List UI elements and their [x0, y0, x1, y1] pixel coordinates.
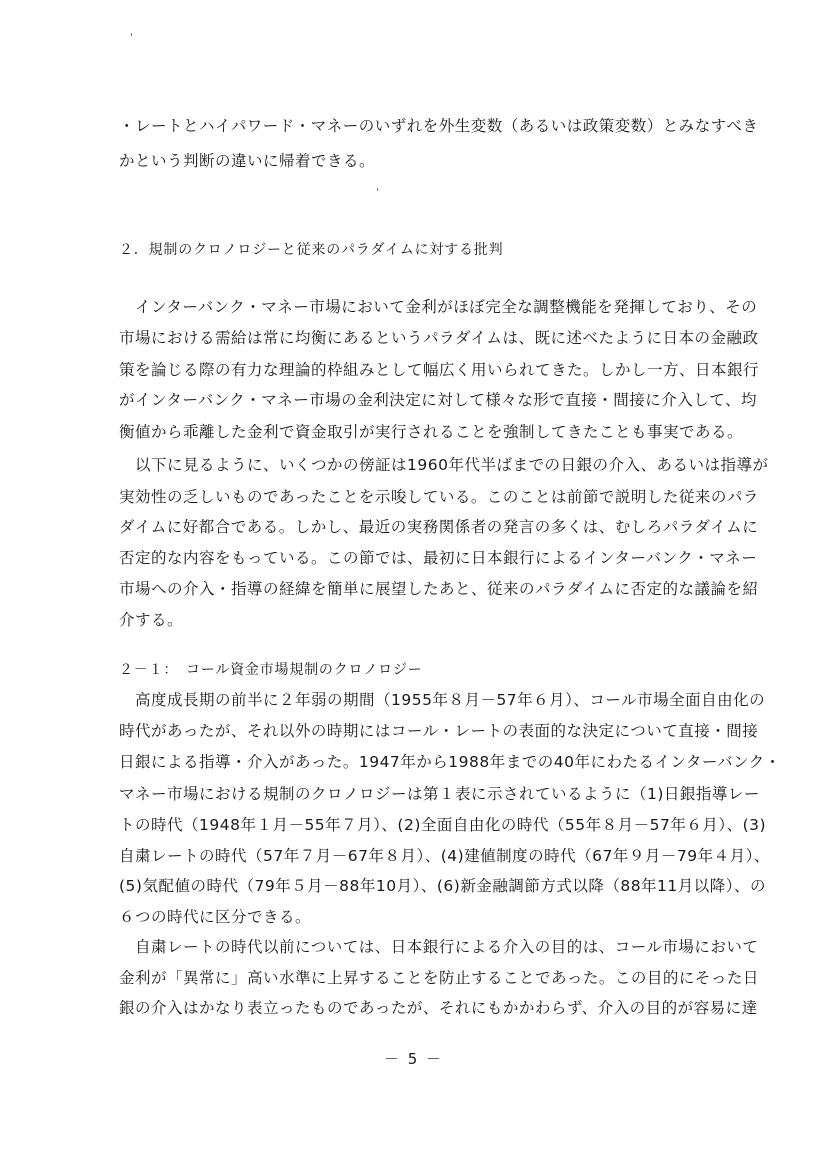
body-line: ６つの時代に区分できる。: [119, 908, 312, 926]
body-line: ダイムに好都合である。しかし、最近の実務関係者の発言の多くは、むしろパラダイムに: [119, 518, 759, 536]
body-line: 自粛レートの時代（57年７月－67年８月）、(4)建値制度の時代（67年９月－79年４月）、: [119, 847, 770, 865]
body-line: (5)気配値の時代（79年５月－88年10月）、(6)新金融調節方式以降（88年11月以降）、の: [119, 877, 767, 895]
page-number: － 5 －: [383, 1050, 444, 1068]
body-line: 銀の介入はかなり表立ったものであったが、それにもかかわらず、介入の目的が容易に達: [119, 999, 758, 1017]
body-line: マネー市場における規制のクロノロジーは第１表に示されているように（1)日銀指導レー: [119, 785, 760, 803]
body-line: トの時代（1948年１月－55年７月）、(2)全面自由化の時代（55年８月－57年６月）、(3): [119, 816, 767, 834]
body-line: インターバンク・マネー市場において金利がほぼ完全な調整機能を発揮しており、その: [119, 298, 758, 316]
intro-line: かという判断の違いに帰着できる。: [119, 152, 376, 170]
body-line: 介する。: [119, 611, 184, 629]
body-line: 時代があったが、それ以外の時期にはコール・レートの表面的な決定について直接・間接: [119, 722, 759, 740]
body-line: 策を論じる際の有力な理論的枠組みとして幅広く用いられてきた。しかし一方、日本銀行: [119, 361, 760, 379]
scan-speck: [131, 33, 132, 36]
body-line: 衡値から乖離した金利で資金取引が実行されることを強制してきたことも事実である。: [119, 423, 744, 441]
body-line: 市場への介入・指導の経緯を簡単に展望したあと、従来のパラダイムに否定的な議論を紹: [119, 580, 759, 598]
section-heading: ２．規制のクロノロジーと従来のパラダイムに対する批判: [119, 242, 504, 258]
body-line: 日銀による指導・介入があった。1947年から1988年までの40年にわたるインターバンク・: [119, 753, 781, 771]
body-line: 以下に見るように、いくつかの傍証は1960年代半ばまでの日銀の介入、あるいは指導が: [119, 456, 769, 474]
body-line: 自粛レートの時代以前については、日本銀行による介入の目的は、コール市場において: [119, 938, 759, 956]
body-line: 実効性の乏しいものであったことを示唆している。このことは前節で説明した従来のパラ: [119, 488, 759, 506]
body-line: 否定的な内容をもっている。この節では、最初に日本銀行によるインターバンク・マネー: [119, 549, 758, 567]
body-line: 高度成長期の前半に２年弱の期間（1955年８月－57年６月）、コール市場全面自由化の: [119, 691, 766, 709]
intro-line: ・レートとハイパワード・マネーのいずれを外生変数（あるいは政策変数）とみなすべき: [119, 117, 759, 135]
body-line: がインターバンク・マネー市場の金利決定に対して様々な形で直接・間接に介入して、均: [119, 391, 757, 409]
subsection-heading: ２－１： コール資金市場規制のクロノロジー: [119, 662, 423, 678]
body-line: 市場における需給は常に均衡にあるというパラダイムは、既に述べたように日本の金融政: [119, 329, 759, 347]
body-line: 金利が「異常に」高い水準に上昇することを防止することであった。この目的にそった日: [119, 969, 759, 987]
scan-speck: [377, 188, 378, 191]
